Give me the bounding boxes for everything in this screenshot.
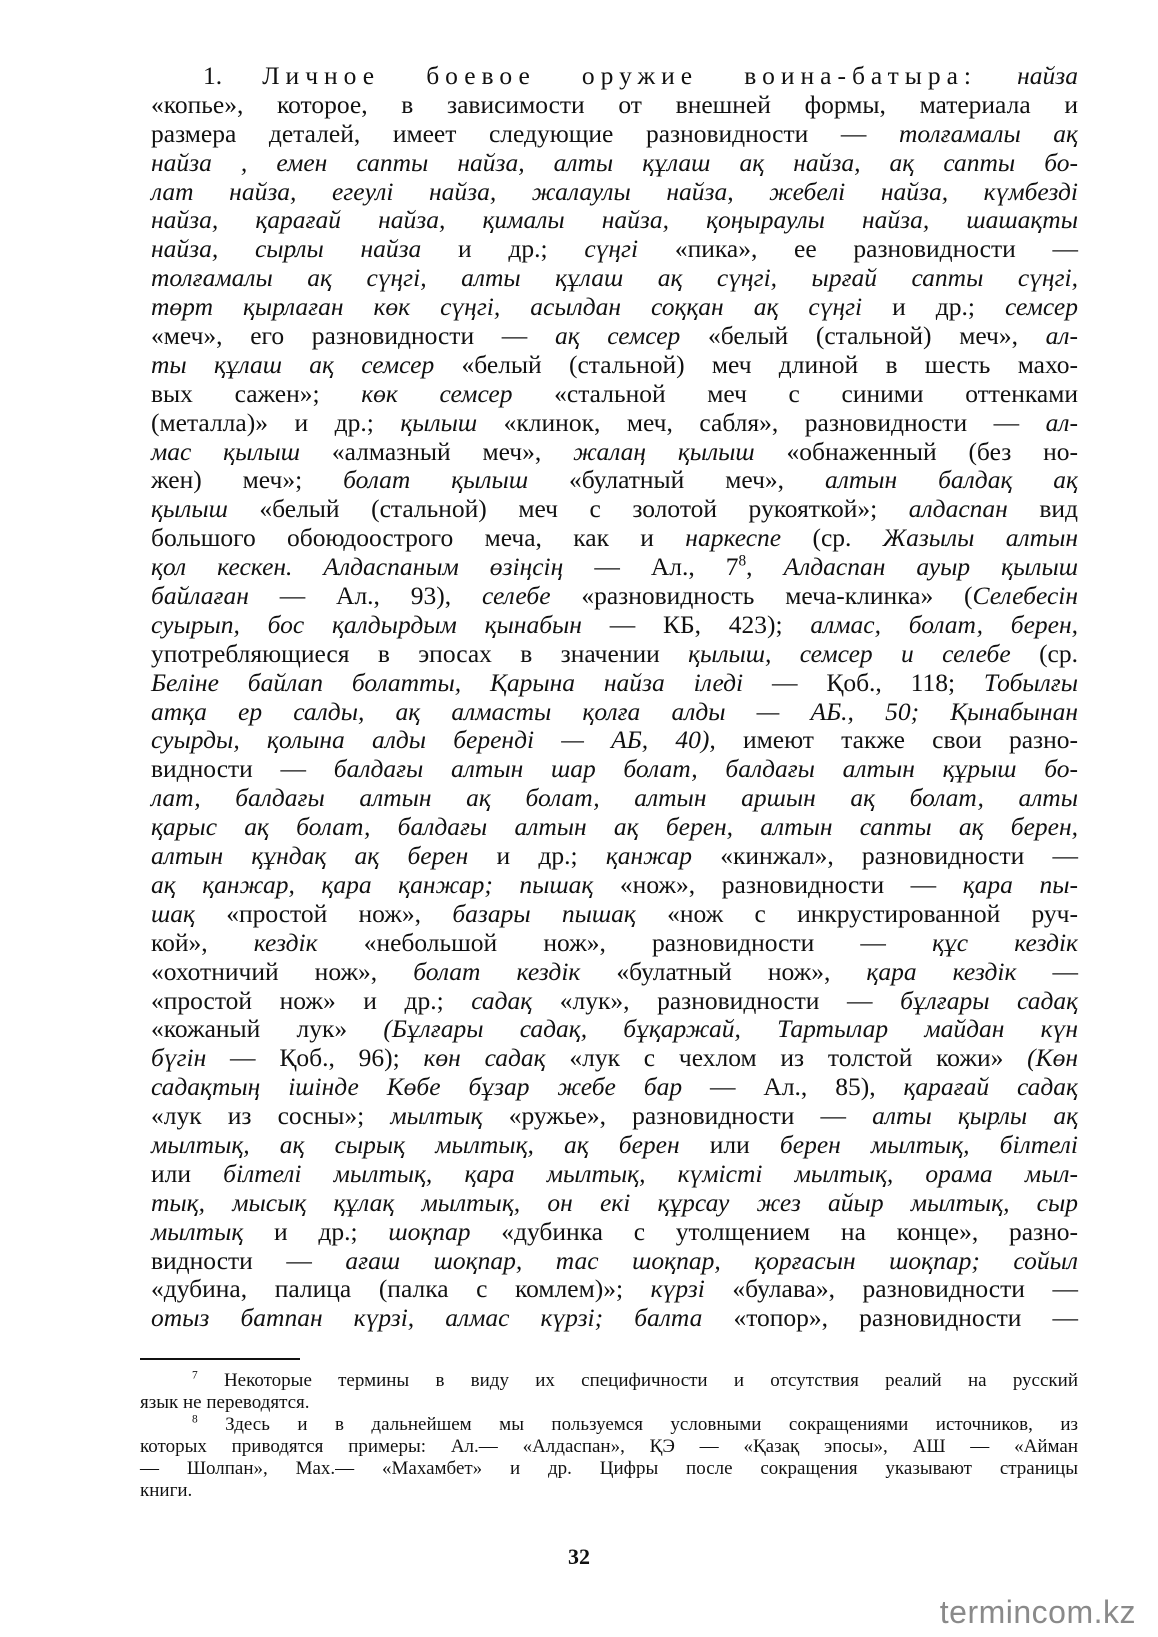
text-line: шақ «простой нож», базары пышақ «нож с инкрустированной руч- (151, 898, 1078, 928)
footnote-line: книги. (140, 1480, 193, 1501)
text-line: вых сажен»; көк семсер «стальной меч с синими оттенками (151, 378, 1078, 408)
text-line: размера деталей, имеет следующие разновидности — толғамалы ақ (151, 118, 1078, 148)
text-line: суырды, қолына алды беренді — АБ, 40), имеют также свои разно- (151, 725, 1078, 755)
text-line: «меч», его разновидности — ақ семсер «белый (стальной) меч», ал- (151, 321, 1079, 351)
text-line: «кожаный лук» (Бұлғары садақ, бұқаржай, Тартылар майдан күн (151, 1014, 1078, 1044)
text-line: ақ қанжар, қара қанжар; пышақ «нож», разновидности — қара пы- (151, 869, 1078, 899)
text-line: төрт қырлаған көк сүңгі, асылдан соққан ақ сүңгі и др.; семсер (151, 292, 1078, 322)
text-line: «простой нож» и др.; садақ «лук», разновидности — бұлғары садақ (151, 985, 1079, 1015)
text-line: употребляющиеся в эпосах в значении қылыш, семсер и селебе (ср. (151, 638, 1078, 668)
text-line: лат найза, егеулі найза, жалаулы найза, жебелі найза, күмбезді (151, 176, 1078, 206)
text-line: или білтелі мылтық, қара мылтық, күмісті мылтық, орама мыл- (151, 1158, 1078, 1188)
text-line: найза, сырлы найза и др.; сүңгі «пика», ее разновидности — (151, 234, 1078, 264)
text-line: большого обоюдоострого меча, как и наркеспе (ср. Жазылы алтын (151, 523, 1078, 553)
footnote-line: язык не переводятся. (140, 1392, 310, 1413)
footnote-separator (140, 1358, 300, 1360)
footnotes (140, 1370, 1078, 1502)
text-line: қарыс ақ болат, балдағы алтын ақ берен, алтын сапты ақ берен, (151, 812, 1078, 842)
text-line: кой», кездік «небольшой нож», разновидности — құс кездік (151, 927, 1078, 957)
text-line: найза , емен сапты найза, алты құлаш ақ найза, ақ сапты бо- (151, 147, 1078, 177)
text-line: суырып, бос қалдырдым қынабын — КБ, 423); алмас, болат, берен, (151, 609, 1078, 639)
footnote-line: $^8$ Здесь и в дальнейшем мы пользуемся условными сокращениями источников, из (192, 1413, 1078, 1435)
main-text (151, 62, 1078, 1333)
page-number: 32 (568, 1544, 590, 1569)
footnote-line: $^7$ Некоторые термины в виду их специфичности и отсутствия реалий на русский (192, 1369, 1078, 1391)
text-line: 1. Личное боевое оружие воина-батыра: найза (203, 61, 1079, 90)
text-line: ты құлаш ақ семсер «белый (стальной) меч длиной в шесть махо- (151, 349, 1078, 379)
text-line: «лук из сосны»; мылтық «ружье», разновидности — алты қырлы ақ (151, 1101, 1078, 1131)
text-line: садақтың ішінде Көбе бұзар жебе бар — Ал., 85), қарағай садақ (151, 1072, 1078, 1102)
text-line: мылтық, ақ сырық мылтық, ақ берен или берен мылтық, білтелі (151, 1129, 1079, 1159)
text-line: жен) меч»; болат қылыш «булатный меч», алтын балдақ ақ (151, 465, 1078, 495)
text-line: видности — балдағы алтын шар болат, балдағы алтын құрыш бо- (151, 754, 1078, 784)
text-line: мас қылыш «алмазный меч», жалаң қылыш «обнаженный (без но- (151, 436, 1078, 466)
text-line: Беліне байлап болатты, Қарына найза іледі — Қоб., 118; Тобылғы (151, 667, 1079, 697)
text-line: «копье», которое, в зависимости от внешней формы, материала и (151, 89, 1078, 119)
text-line: отыз батпан күрзі, алмас күрзі; балта «топор», разновидности — (151, 1303, 1078, 1333)
text-line: қылыш «белый (стальной) меч с золотой рукояткой»; алдаспан вид (151, 494, 1078, 524)
text-line: «дубина, палица (палка с комлем)»; күрзі «булава», разновидности — (151, 1274, 1078, 1304)
text-line: найза, қарағай найза, қималы найза, қоңыраулы найза, шашақты (151, 205, 1078, 235)
text-line: лат, балдағы алтын ақ болат, алтын аршын ақ болат, алты (151, 783, 1078, 813)
text-line: «охотничий нож», болат кездік «булатный нож», қара кездік — (151, 956, 1079, 986)
text-line: тық, мысық құлақ мылтық, он екі құрсау жез айыр мылтық, сыр (151, 1187, 1078, 1217)
text-line: алтын құндақ ақ берен и др.; қанжар «кинжал», разновидности — (151, 841, 1078, 871)
text-line: атқа ер салды, ақ алмасты қолға алды — АБ., 50; Қынабынан (151, 696, 1078, 726)
watermark-logo: termincom.kz (939, 1594, 1136, 1630)
text-line: қол кескен. Алдаспаным өзіңсің — Ал., $7^8$, Алдаспан ауыр қылыш (151, 552, 1079, 582)
text-line: бүгін — Қоб., 96); көн садақ «лук с чехлом из толстой кожи» (Көн (151, 1043, 1078, 1073)
text-line: (металла)» и др.; қылыш «клинок, меч, сабля», разновидности — ал- (151, 407, 1078, 437)
text-line: толғамалы ақ сүңгі, алты құлаш ақ сүңгі, ырғай сапты сүңгі, (151, 263, 1078, 293)
text-line: видности — ағаш шоқпар, тас шоқпар, қорғасын шоқпар; сойыл (151, 1245, 1078, 1275)
footnote-line: которых приводятся примеры: Ал.— «Алдаспан», ҚЭ — «Қазақ эпосы», АШ — «Айман (140, 1436, 1078, 1457)
text-line: байлаған — Ал., 93), селебе «разновидность меча-клинка» (Селебесін (151, 581, 1078, 611)
footnote-line: — Шолпан», Мах.— «Махамбет» и др. Цифры после сокращения указывают страницы (140, 1458, 1078, 1479)
text-line: мылтық и др.; шоқпар «дубинка с утолщением на конце», разно- (151, 1216, 1078, 1246)
